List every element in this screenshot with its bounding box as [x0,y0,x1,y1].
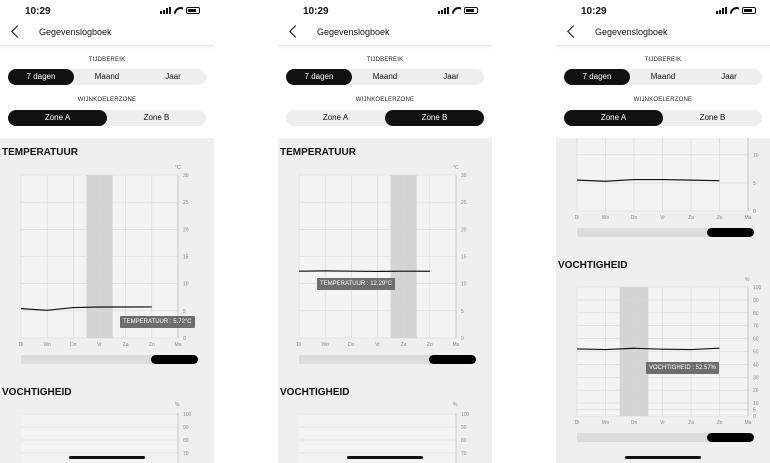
x-tick-label: Wo [601,420,610,426]
chart-svg [278,398,492,463]
x-tick-label: Vr [660,420,665,426]
x-tick-label: Zo [716,420,723,426]
y-tick-label: 90 [183,425,189,431]
y-tick-label: 90 [753,297,759,304]
y-tick-label: 100 [753,285,762,291]
phone-screen-1 [0,0,214,463]
zone-label: WIJNKOELERZONE [633,97,693,103]
back-chevron-icon[interactable] [564,24,580,40]
back-chevron-icon[interactable] [286,24,302,40]
y-tick-label: 0 [753,209,756,215]
battery-icon [186,7,200,14]
x-tick-label: Ma [174,342,182,348]
humidity-chart[interactable] [0,398,214,463]
temperature-tooltip: TEMPERATUUR : 12.29°C [317,278,395,290]
humidity-scrollbar-thumb[interactable] [707,433,754,442]
zone-option-a[interactable]: Zone A [564,110,663,126]
y-unit-label: °C [453,165,459,171]
x-tick-label: Wo [601,215,610,221]
x-tick-label: Za [688,420,694,426]
y-tick-label: 15 [183,254,189,261]
y-tick-label: 10 [753,152,759,159]
humidity-chart[interactable] [556,270,770,430]
humidity-heading: VOCHTIGHEID [280,387,350,398]
page-title: Gegevenslogboek [39,27,112,37]
range-label: TIJDBEREIK [88,57,126,63]
y-tick-label: 5 [753,180,756,187]
range-option-7-days[interactable]: 7 dagen [286,69,352,85]
y-tick-label: 80 [183,438,189,444]
humidity-heading: VOCHTIGHEID [2,387,72,398]
range-selector [564,69,762,85]
x-tick-label: Di [574,215,580,221]
x-tick-label: Ma [452,342,460,348]
signal-icon [160,7,171,14]
range-option-7-days[interactable]: 7 dagen [8,69,74,85]
y-tick-label: 100 [461,412,470,418]
range-option-month[interactable]: Maand [94,72,120,81]
y-tick-label: 0 [753,414,756,420]
chart-scrollbar-thumb[interactable] [151,355,198,364]
x-tick-label: Ma [744,215,752,221]
x-tick-label: Do [630,215,638,221]
x-tick-label: Vr [660,215,665,221]
x-tick-label: Di [574,420,580,426]
back-chevron-icon[interactable] [8,24,24,40]
signal-icon [716,7,727,14]
y-tick-label: 15 [461,254,467,261]
y-tick-label: 20 [183,227,189,234]
chart-scrollbar-thumb[interactable] [429,355,476,364]
y-tick-label: 60 [753,336,759,343]
zone-label: WIJNKOELERZONE [77,97,137,103]
x-tick-label: Zo [426,342,433,348]
chart-svg [0,398,214,463]
chart-scrollbar-thumb[interactable] [707,228,754,237]
x-tick-label: Ma [744,420,752,426]
temperature-chart[interactable] [278,160,492,350]
nav-bar [556,20,770,46]
zone-selector [564,110,762,126]
x-tick-label: Za [400,342,407,348]
range-option-month[interactable]: Maand [650,72,676,81]
y-tick-label: 70 [461,451,467,457]
x-tick-label: Do [630,420,638,426]
y-tick-label: 5 [183,308,186,315]
battery-icon [464,7,478,14]
x-tick-label: Wo [321,342,329,348]
humidity-chart[interactable] [278,398,492,463]
zone-label: WIJNKOELERZONE [355,97,415,103]
chart-svg [556,138,770,223]
wifi-icon [174,7,183,14]
x-tick-label: Di [296,342,302,348]
y-tick-label: 20 [753,388,759,395]
y-tick-label: 25 [183,200,189,207]
x-tick-label: Di [18,342,24,348]
y-tick-label: 5 [461,308,464,315]
temperature-heading: TEMPERATUUR [2,147,78,158]
x-tick-label: Zo [716,215,723,221]
x-tick-label: Do [348,342,355,348]
y-tick-label: 10 [753,401,759,408]
zone-option-a[interactable]: Zone A [322,113,349,122]
status-time: 10:29 [581,6,607,17]
zone-option-b[interactable]: Zone B [385,110,484,126]
temperature-heading: TEMPERATUUR [280,147,356,158]
y-tick-label: 30 [753,375,759,382]
temperature-tooltip: TEMPERATUUR : 5.72°C [120,316,195,328]
x-tick-label: Wo [43,342,51,348]
y-tick-label: 40 [753,362,759,369]
y-tick-label: 0 [183,336,186,342]
y-tick-label: 80 [461,438,467,444]
x-tick-label: Za [688,215,694,221]
page-title: Gegevenslogboek [317,27,390,37]
y-tick-label: 30 [461,173,467,179]
signal-icon [438,7,449,14]
home-indicator [625,456,701,459]
y-tick-label: 0 [461,336,464,342]
zone-selector [286,110,484,126]
y-tick-label: 20 [461,227,467,234]
zone-selector [8,110,206,126]
chart-svg [278,160,492,350]
y-tick-label: 70 [183,451,189,457]
status-time: 10:29 [303,6,329,17]
y-tick-label: 80 [753,310,759,317]
y-tick-label: 30 [183,173,189,179]
range-option-year[interactable]: Jaar [443,72,459,81]
zone-option-a[interactable]: Zone A [8,110,107,126]
x-tick-label: Za [122,342,129,348]
humidity-tooltip: VOCHTIGHEID : 52.57% [646,362,719,374]
range-selector [8,69,206,85]
range-label: TIJDBEREIK [366,57,404,63]
phone-screen-3 [556,0,770,463]
zone-option-b[interactable]: Zone B [699,113,726,122]
range-option-year[interactable]: Jaar [721,72,737,81]
y-unit-label: % [175,402,180,408]
zone-option-b[interactable]: Zone B [143,113,170,122]
x-tick-label: Do [70,342,77,348]
status-bar [278,0,492,20]
series-line [299,271,430,272]
y-tick-label: 70 [753,323,759,330]
nav-bar [0,20,214,46]
range-option-month[interactable]: Maand [372,72,398,81]
nav-bar [278,20,492,46]
range-label: TIJDBEREIK [644,57,682,63]
chart-svg [556,270,770,430]
y-tick-label: 90 [461,425,467,431]
y-tick-label: 10 [183,281,189,288]
wifi-icon [730,7,739,14]
y-unit-label: % [745,277,750,283]
temperature-chart[interactable] [556,138,770,223]
x-tick-label: Zo [148,342,155,348]
y-unit-label: % [453,402,458,408]
y-tick-label: 100 [183,412,192,418]
page-title: Gegevenslogboek [595,27,668,37]
status-bar [0,0,214,20]
phone-screen-2 [278,0,492,463]
y-tick-label: 25 [461,200,467,207]
battery-icon [742,7,756,14]
home-indicator [347,456,423,459]
x-tick-label: Vr [375,342,380,348]
y-tick-label: 5 [753,407,756,414]
humidity-heading: VOCHTIGHEID [558,260,628,271]
y-tick-label: 50 [753,349,759,356]
x-tick-label: Vr [97,342,102,348]
range-option-year[interactable]: Jaar [165,72,181,81]
home-indicator [69,456,145,459]
y-tick-label: 10 [461,281,467,288]
y-unit-label: °C [175,165,181,171]
wifi-icon [452,7,461,14]
range-selector [286,69,484,85]
range-option-7-days[interactable]: 7 dagen [564,69,630,85]
status-bar [556,0,770,20]
status-time: 10:29 [25,6,51,17]
